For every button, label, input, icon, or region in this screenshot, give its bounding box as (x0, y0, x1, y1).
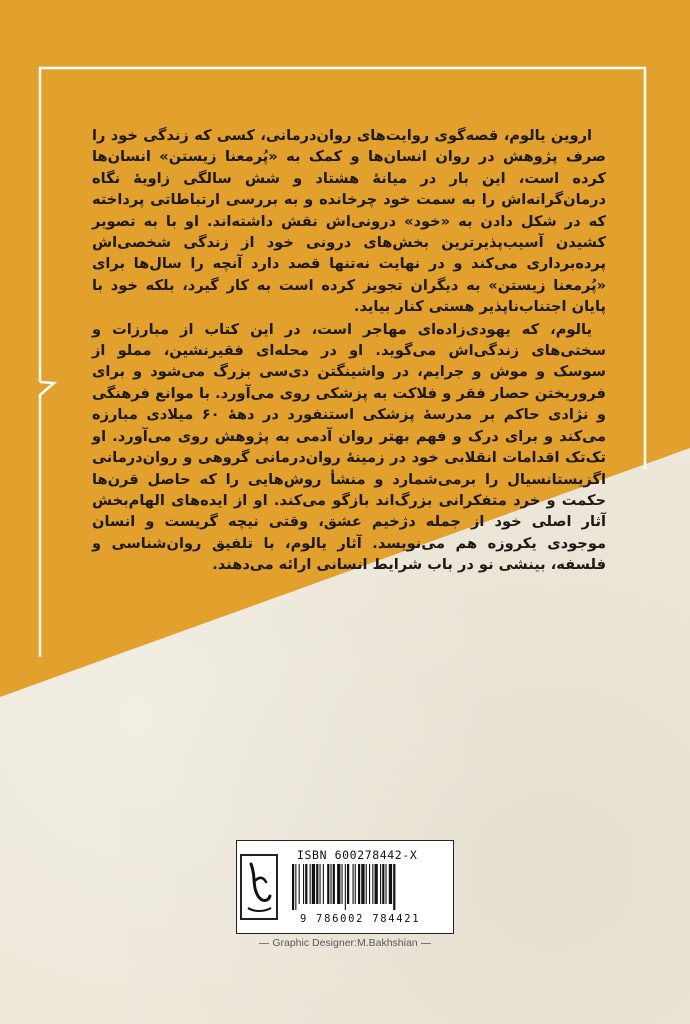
isbn-label: ISBN 600278442-X (297, 848, 418, 862)
credit-rule-right (421, 943, 431, 944)
blurb-paragraph-1: اروین یالوم، قصه‌گوی روایت‌های روان‌درمانی، کسی که زندگی خود را صرف پژوهش در روان انسان‌ها و کمک به «پُرمعنا زیستن» انسان‌ها کرده است، این بار در میانهٔ هشتاد و شش سالگی زاویهٔ نگاه درمان‌گرانه‌اش را به سمت خود چرخانده و به بررسی ارتباطاتی پرداخته که در شکل دادن به «خود» درونی‌اش نقش داشته‌اند. او با به تصویر کشیدن آسیب‌پذیرترین بخش‌های درونی خود از زندگی شخصی‌اش پرده‌برداری می‌کند و در نهایت نه‌تنها قصد دارد آنچه را سال‌ها برای «پُرمعنا زیستن» به دیگران تجویز کرده است به کار گیرد، بلکه خود با پایان اجتناب‌ناپذیر هستی کنار بیاید. (92, 127, 606, 316)
blurb-text (92, 125, 606, 576)
credit-rule-left (259, 943, 269, 944)
barcode (290, 864, 440, 910)
designer-credit-text: Graphic Designer:M.Bakhshian (272, 937, 418, 949)
barcode-number: 9 786002 784421 (300, 913, 421, 925)
publisher-logo (240, 854, 278, 920)
blurb-paragraph-2: یالوم، که یهودی‌زاده‌ای مهاجر است، در این کتاب از مبارزات و سختی‌های زندگی‌اش می‌گوید. او در محله‌ای فقیرنشین، مملو از سوسک و موش و جرایم، در واشینگتن دی‌سی بزرگ می‌شود و برای فروریختن حصار فقر و فلاکت به پزشکی روی می‌آورد. با موانع فرهنگی و نژادی حاکم بر مدرسهٔ پزشکی استنفورد در دههٔ ۶۰ میلادی مبارزه می‌کند و برای درک و فهم بهتر روان آدمی به پژوهش روی می‌آورد. او تک‌تک اقدامات انقلابی خود در زمینهٔ روان‌درمانی گروهی و روان‌درمانی اگزیستانسیال را برمی‌شمارد و منشأ روش‌هایی را که حاصل قرن‌ها حکمت و خرد متفکرانی بزرگ‌اند بازگو می‌کند. او از ایده‌های الهام‌بخش آثار اصلی خود از جمله دژخیم عشق، وقتی نیچه گریست و انسان موجودی یکروزه هم می‌نویسد. آثار یالوم، با تلفیق روان‌شناسی و فلسفه، بینشی نو در باب شرایط انسانی ارائه می‌دهند. (92, 320, 606, 574)
designer-credit (241, 937, 449, 949)
bird-logo-icon (242, 856, 276, 918)
